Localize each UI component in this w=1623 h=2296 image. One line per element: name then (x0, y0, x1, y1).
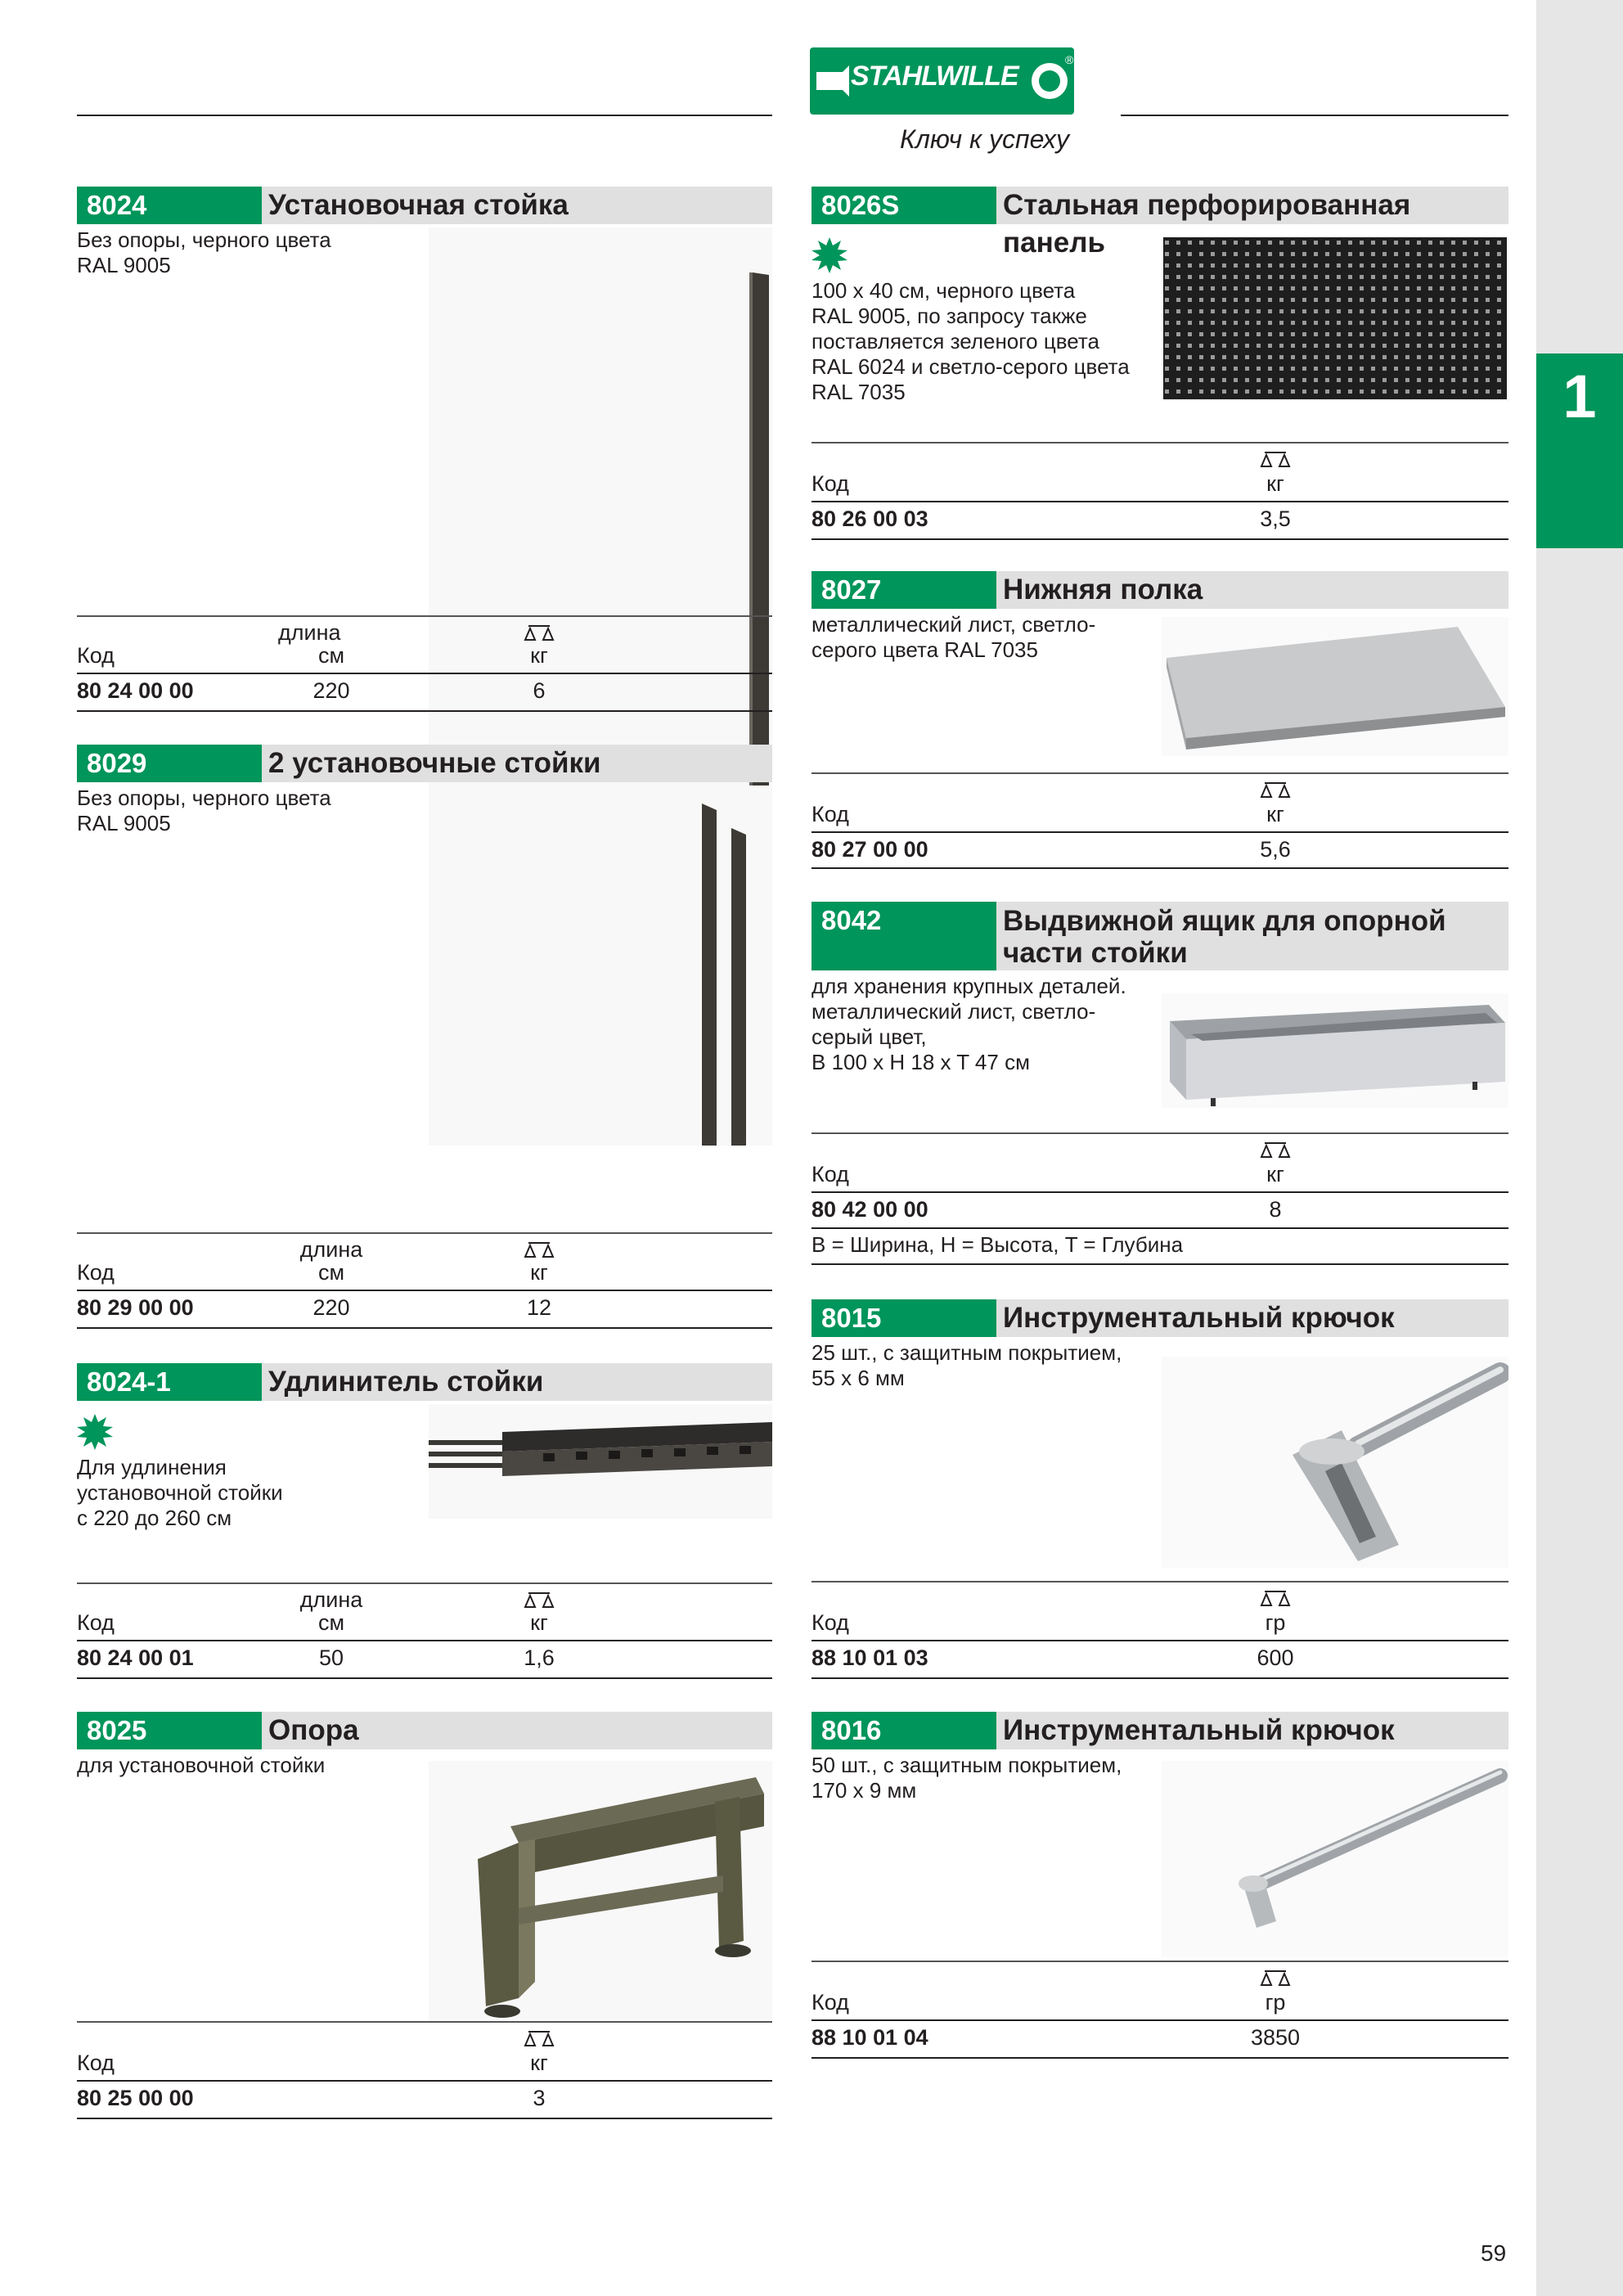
col-code-label: Код (77, 2051, 115, 2075)
product-id: 8024 (77, 187, 262, 224)
new-product-badge-icon (812, 237, 847, 273)
footnote-rule (812, 1263, 1508, 1265)
product-title: Опора (262, 1712, 772, 1749)
weight-value: 3 (533, 2086, 546, 2110)
product-id: 8015 (812, 1299, 996, 1337)
product-8015 (812, 1299, 1508, 1679)
registered-mark: ® (1065, 53, 1074, 66)
col-code-label: Код (77, 1610, 115, 1635)
article-code: 80 27 00 00 (812, 837, 928, 862)
article-code: 88 10 01 04 (812, 2025, 928, 2050)
product-title: 2 установочные стойки (262, 745, 772, 782)
product-8042 (812, 902, 1508, 1267)
article-code: 80 24 00 01 (77, 1645, 194, 1670)
product-id: 8026S (812, 187, 996, 224)
product-description: 25 шт., с защитным покрытием, 55 x 6 мм (812, 1340, 1122, 1390)
product-id: 8024-1 (77, 1363, 262, 1401)
table-rule-mid (812, 2019, 1508, 2021)
upright-post-image (429, 227, 772, 792)
table-rule-mid (77, 2080, 772, 2082)
col-code-label: Код (77, 643, 115, 668)
col-kg-label: кг (530, 643, 548, 668)
table-rule-top (812, 772, 1508, 774)
header-rule-left (77, 115, 772, 116)
table-rule-bottom (77, 710, 772, 712)
product-description: Без опоры, черного цвета RAL 9005 (77, 786, 331, 835)
weight-value: 3,5 (1260, 506, 1291, 531)
col-kg-label: кг (1266, 802, 1284, 826)
length-value: 220 (312, 678, 350, 703)
drawer-image (1162, 993, 1508, 1108)
short-hook-image (1162, 1357, 1508, 1568)
article-code: 80 24 00 00 (77, 678, 194, 703)
col-code-label: Код (812, 1162, 849, 1186)
col-length-label: длина (299, 1587, 363, 1612)
product-description: металлический лист, светло- серого цвета RAL 7035 (812, 612, 1096, 662)
product-title: Удлинитель стойки (262, 1363, 772, 1401)
col-cm-label: см (317, 1610, 345, 1635)
table-rule-bottom (812, 1677, 1508, 1679)
product-id: 8025 (77, 1712, 262, 1749)
col-length-label: длина (299, 1237, 363, 1262)
table-rule-bottom (77, 1677, 772, 1679)
weight-value: 3850 (1250, 2025, 1301, 2050)
product-title (996, 902, 1508, 970)
page-number: 59 (1481, 2240, 1507, 2266)
table-rule-top (812, 1961, 1508, 1962)
table-rule-top (77, 1232, 772, 1234)
weight-value: 1,6 (524, 1645, 555, 1670)
article-code: 88 10 01 03 (812, 1645, 928, 1670)
product-8029 (77, 745, 772, 1330)
product-title-line-2: части стойки (1003, 937, 1188, 969)
product-title: Нижняя полка (996, 571, 1508, 609)
article-code: 80 25 00 00 (77, 2086, 194, 2110)
table-rule-top (812, 1132, 1508, 1134)
dimensions-footnote: В = Ширина, H = Высота, T = Глубина (812, 1232, 1184, 1257)
table-rule-top (77, 2021, 772, 2023)
col-kg-label: кг (1266, 1162, 1284, 1186)
chapter-tab[interactable] (1536, 353, 1623, 548)
product-title: Инструментальный крючок (996, 1712, 1508, 1749)
two-posts-image (429, 786, 772, 1146)
table-rule-bottom (77, 1327, 772, 1329)
new-product-badge-icon (77, 1414, 113, 1450)
table-rule-bottom (812, 867, 1508, 869)
table-rule-top (812, 1581, 1508, 1582)
product-8024 (77, 187, 772, 710)
table-rule-bottom (77, 2118, 772, 2119)
product-title-line-1: Выдвижной ящик для опорной (1003, 905, 1446, 937)
table-rule-mid (77, 673, 772, 674)
product-8016 (812, 1712, 1508, 2064)
product-description: 50 шт., с защитным покрытием, 170 x 9 мм (812, 1753, 1122, 1803)
header-rule-right (1121, 115, 1508, 116)
table-rule-mid (77, 1640, 772, 1641)
product-description: 100 x 40 см, черного цвета RAL 9005, по запросу также поставляется зеленого цвета RAL 6024 и светло-серого цвета RAL 7035 (812, 278, 1130, 404)
long-hook-image (1162, 1761, 1508, 1957)
col-g-label: гр (1265, 1610, 1286, 1635)
article-code: 80 29 00 00 (77, 1295, 194, 1320)
product-title: Стальная перфорированная панель (996, 187, 1508, 224)
length-value: 50 (318, 1645, 344, 1670)
table-rule-mid (812, 501, 1508, 502)
product-header (812, 187, 1508, 259)
col-code-label: Код (812, 471, 849, 496)
col-g-label: гр (1265, 1990, 1286, 2015)
product-header (812, 1299, 1508, 1337)
table-rule-mid (812, 831, 1508, 833)
table-rule-bottom (812, 1227, 1508, 1229)
product-description: для установочной стойки (77, 1753, 326, 1777)
product-title: Инструментальный крючок (996, 1299, 1508, 1337)
product-description: Без опоры, черного цвета RAL 9005 (77, 227, 331, 277)
col-kg-label: кг (530, 1610, 548, 1635)
product-header (812, 571, 1508, 609)
table-rule-bottom (812, 538, 1508, 540)
product-description: для хранения крупных деталей. металлический лист, светло- серый цвет, В 100 x H 18 x T 47 см (812, 974, 1126, 1074)
product-id: 8027 (812, 571, 996, 609)
product-8025 (77, 1712, 772, 2121)
product-header (77, 1712, 772, 1749)
weight-value: 8 (1269, 1197, 1282, 1222)
weight-value: 5,6 (1260, 837, 1291, 862)
brand-name: STAHLWILLE (851, 61, 1018, 92)
chapter-number: 1 (1562, 362, 1597, 430)
brand-slogan: Ключ к успеху (900, 124, 1069, 154)
product-8027 (812, 571, 1508, 869)
article-code: 80 42 00 00 (812, 1197, 928, 1222)
table-rule-top (77, 615, 772, 617)
table-rule-mid (812, 1640, 1508, 1641)
perforated-panel-image (1162, 237, 1508, 401)
product-header (77, 1363, 772, 1401)
col-kg-label: кг (530, 1260, 548, 1285)
col-code-label: Код (812, 802, 849, 826)
table-rule-mid (77, 1290, 772, 1291)
col-cm-label: см (317, 643, 345, 668)
col-length-label: длина (278, 620, 341, 645)
right-sidebar-strip (1536, 0, 1623, 2296)
post-extension-image (429, 1404, 772, 1519)
col-kg-label: кг (530, 2051, 548, 2075)
col-code-label: Код (812, 1990, 849, 2015)
product-header (812, 1712, 1508, 1749)
product-8024-1 (77, 1363, 772, 1682)
product-id: 8016 (812, 1712, 996, 1749)
col-cm-label: см (317, 1260, 345, 1285)
product-description: Для удлинения установочной стойки с 220 до 260 см (77, 1455, 283, 1530)
col-kg-label: кг (1266, 471, 1284, 496)
stand-base-image (429, 1761, 772, 2023)
article-code: 80 26 00 03 (812, 506, 928, 531)
weight-value: 600 (1257, 1645, 1294, 1670)
weight-value: 6 (533, 678, 546, 703)
col-code-label: Код (812, 1610, 849, 1635)
product-8026S (812, 187, 1508, 540)
product-id: 8029 (77, 745, 262, 782)
product-id-box (812, 902, 996, 970)
table-rule-top (77, 1582, 772, 1584)
product-header (77, 745, 772, 782)
table-rule-top (812, 442, 1508, 443)
product-title: Установочная стойка (262, 187, 772, 224)
product-header (77, 187, 772, 224)
table-rule-mid (812, 1191, 1508, 1193)
bottom-shelf-image (1162, 617, 1508, 756)
col-code-label: Код (77, 1260, 115, 1285)
weight-value: 12 (526, 1295, 552, 1320)
table-rule-bottom (812, 2057, 1508, 2059)
product-id: 8042 (821, 905, 882, 935)
length-value: 220 (312, 1295, 350, 1320)
